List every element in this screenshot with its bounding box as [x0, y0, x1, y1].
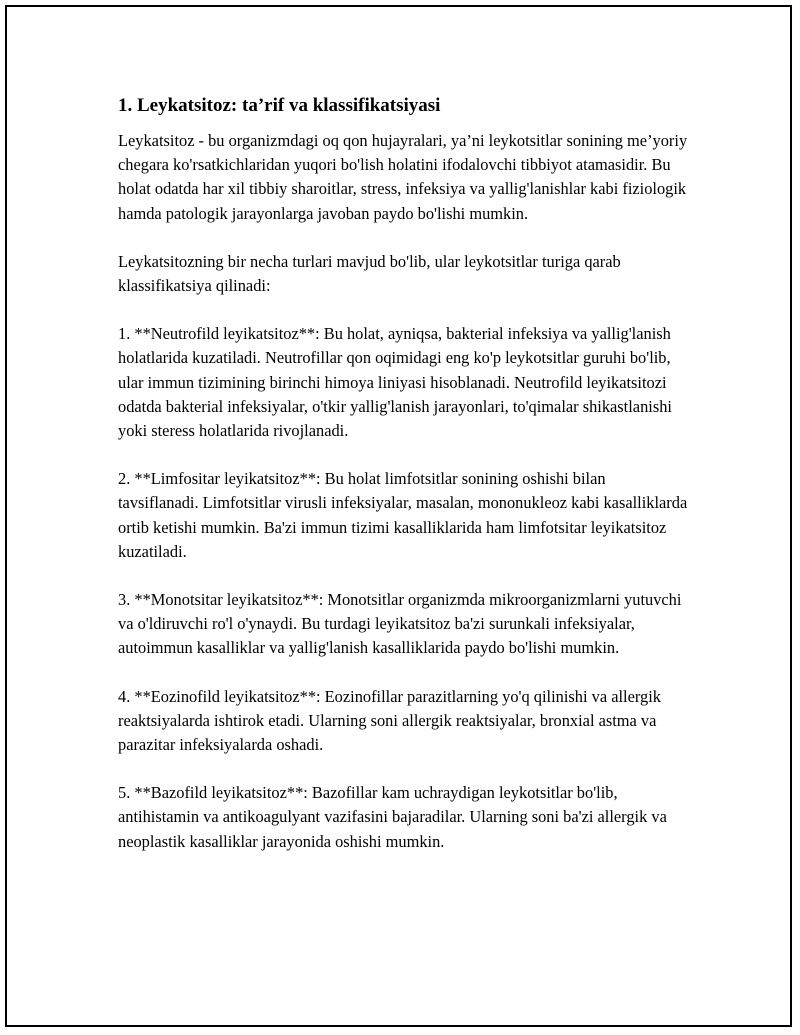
- paragraph-classification-intro: Leykatsitozning bir necha turlari mavjud bo'lib, ular leykotsitlar turiga qarab klassifikatsiya qilinadi:: [118, 251, 621, 296]
- list-item-eozinofild: 4. **Eozinofild leyikatsitoz**: Eozinofillar parazitlarning yo'q qilinishi va allergik reaktsiyalarda ishtirok etadi. Ularning soni allergik reaktsiyalar, bronxial astma va parazitar infeksiyalarda oshadi.: [118, 686, 661, 755]
- document-body: [118, 92, 688, 878]
- list-item-limfositar: 2. **Limfositar leyikatsitoz**: Bu holat limfotsitlar sonining oshishi bilan tavsiflanadi. Limfotsitlar virusli infeksiyalar, masalan, mononukleoz kabi kasalliklarda ortib ketishi mumkin. Ba'zi immun tizimi kasalliklarida ham limfotsitar leyikatsitoz kuzatiladi.: [118, 469, 688, 561]
- list-item-monotsitar: 3. **Monotsitar leyikatsitoz**: Monotsitlar organizmda mikroorganizmlarni yutuvchi va o'ldiruvchi ro'l o'ynaydi. Bu turdagi leyikatsitoz ba'zi surunkali infeksiyalar, autoimmun kasalliklar va yallig'lanish kasalliklarida paydo bo'lishi mumkin.: [118, 590, 682, 658]
- paragraph-definition: Leykatsitoz - bu organizmdagi oq qon hujayralari, ya’ni leykotsitlar sonining me’yoriy chegara ko'rsatkichlaridan yuqori bo'lish holatini ifodalovchi tibbiyot atamasidir. Bu holat odatda har xil tibbiy sharoitlar, stress, infeksiya va yallig'lanishlar kabi fiziologik hamda patologik jarayonlarga javoban paydo bo'lishi mumkin.: [118, 131, 688, 223]
- section-heading: 1. Leykatsitoz: ta’rif va klassifikatsiyasi: [118, 95, 441, 116]
- list-item-neutrofild: 1. **Neutrofild leyikatsitoz**: Bu holat, ayniqsa, bakterial infeksiya va yallig'lanish holatlarida kuzatiladi. Neutrofillar qon oqimidagi eng ko'p leykotsitlar guruhi bo'lib, ular immun tizimining birinchi himoya liniyasi hisoblanadi. Neutrofild leyikatsitozi odatda bakterial infeksiyalar, o'tkir yallig'lanish jarayonlari, to'qimalar shikastlanishi yoki steress holatlarida rivojlanadi.: [118, 324, 672, 441]
- list-item-bazofild: 5. **Bazofild leyikatsitoz**: Bazofillar kam uchraydigan leykotsitlar bo'lib, antihistamin va antikoagulyant vazifasini bajaradilar. Ularning soni ba'zi allergik va neoplastik kasalliklar jarayonida oshishi mumkin.: [118, 783, 667, 851]
